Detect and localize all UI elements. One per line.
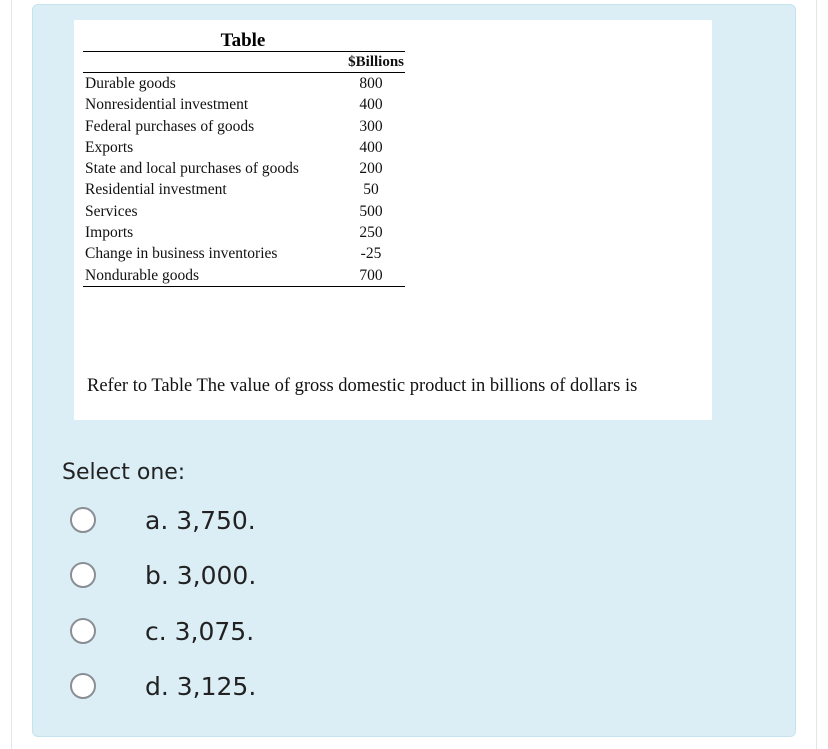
table-row xyxy=(83,201,405,222)
row-value: 200 xyxy=(359,160,383,178)
table-title: Table xyxy=(220,30,266,51)
row-value: 800 xyxy=(359,75,383,92)
option-label[interactable]: a. 3,750. xyxy=(145,505,256,535)
row-label: Services xyxy=(85,202,138,220)
row-value: 300 xyxy=(359,117,383,135)
radio-button[interactable] xyxy=(70,562,96,588)
table-row xyxy=(83,158,405,179)
row-label: Nonresidential investment xyxy=(85,96,249,114)
row-label: Federal purchases of goods xyxy=(85,117,255,135)
row-value: 400 xyxy=(359,96,383,114)
radio-button[interactable] xyxy=(70,618,96,644)
answer-option-b[interactable] xyxy=(70,555,256,595)
row-label: Imports xyxy=(85,224,134,242)
radio-button[interactable] xyxy=(70,507,96,533)
option-label[interactable]: b. 3,000. xyxy=(145,560,257,590)
row-label: Residential investment xyxy=(85,181,227,199)
row-label: Nondurable goods xyxy=(85,266,200,284)
row-label: Exports xyxy=(85,138,134,156)
economic-data-table xyxy=(83,51,405,287)
table-row xyxy=(83,243,405,264)
row-label: Durable goods xyxy=(85,75,176,92)
table-row xyxy=(83,73,405,94)
row-value: 700 xyxy=(359,266,383,284)
table-row xyxy=(83,265,405,286)
row-value: -25 xyxy=(360,245,382,263)
answer-option-d[interactable] xyxy=(70,666,256,706)
table-row xyxy=(83,94,405,115)
question-prompt: Refer to Table The value of gross domestic product in billions of dollars is xyxy=(87,376,638,396)
row-value: 400 xyxy=(359,138,383,156)
row-label: State and local purchases of goods xyxy=(85,160,299,178)
option-label[interactable]: d. 3,125. xyxy=(145,671,257,701)
row-value: 500 xyxy=(359,202,383,220)
table-row xyxy=(83,116,405,137)
row-value: 250 xyxy=(359,224,383,242)
table-column-header: $Billions xyxy=(83,52,405,73)
answer-option-c[interactable] xyxy=(70,611,254,651)
select-one-label: Select one: xyxy=(62,460,186,485)
row-label: Change in business inventories xyxy=(85,245,278,263)
option-label[interactable]: c. 3,075. xyxy=(145,616,255,646)
question-content-image xyxy=(74,20,712,420)
radio-button[interactable] xyxy=(70,673,96,699)
table-row xyxy=(83,222,405,243)
table-row xyxy=(83,179,405,200)
table-row xyxy=(83,137,405,158)
row-value: 50 xyxy=(363,181,379,199)
answer-option-a[interactable] xyxy=(70,500,256,540)
